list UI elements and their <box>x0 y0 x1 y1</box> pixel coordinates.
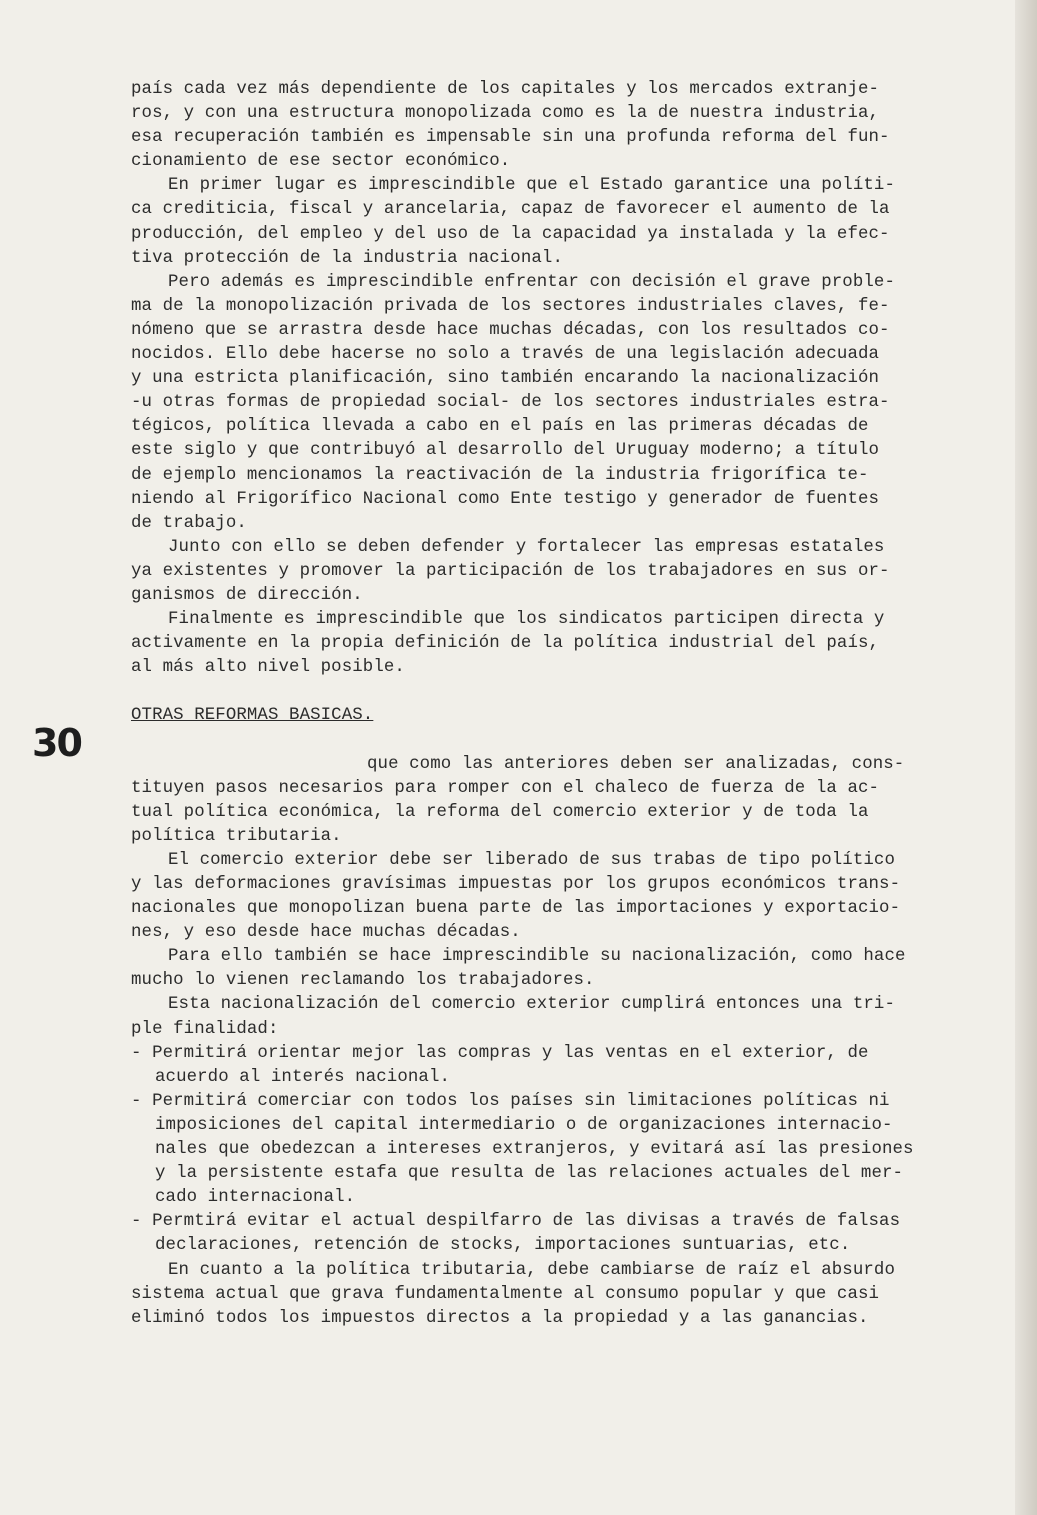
text-line: ple finalidad: <box>131 1019 279 1039</box>
page-edge-shadow <box>1015 0 1037 1515</box>
text-line: esa recuperación también es impensable sin una profunda reforma del fun- <box>131 128 890 148</box>
page-number: 30 <box>32 721 81 765</box>
text-line: cado internacional. <box>155 1188 356 1208</box>
text-line: ya existentes y promover la participación de los trabajadores en sus or- <box>131 561 890 581</box>
text-line: imposiciones del capital intermediario o de organizaciones internacio- <box>155 1115 893 1135</box>
text-line: tégicos, política llevada a cabo en el país en las primeras décadas de <box>131 417 869 437</box>
text-line: de ejemplo mencionamos la reactivación de la industria frigorífica te- <box>131 465 869 485</box>
text-line: Junto con ello se deben defender y fortalecer las empresas estatales <box>168 537 885 557</box>
text-line: al más alto nivel posible. <box>131 658 405 678</box>
text-line: que como las anteriores deben ser analizadas, cons- <box>367 754 905 774</box>
text-line: tual política económica, la reforma del comercio exterior y de toda la <box>131 802 869 822</box>
list-item: - Permitirá orientar mejor las compras y las ventas en el exterior, de <box>131 1043 869 1063</box>
text-line: cionamiento de ese sector económico. <box>131 152 511 172</box>
text-line: niendo al Frigorífico Nacional como Ente testigo y generador de fuentes <box>131 489 880 509</box>
list-item: - Permitirá comerciar con todos los países sin limitaciones políticas ni <box>131 1091 890 1111</box>
text-line: nacionales que monopolizan buena parte de las importaciones y exportacio- <box>131 899 901 919</box>
text-line: Esta nacionalización del comercio exterior cumplirá entonces una tri- <box>168 995 895 1015</box>
list-item: - Permtirá evitar el actual despilfarro de las divisas a través de falsas <box>131 1212 901 1232</box>
text-line: mucho lo vienen reclamando los trabajadores. <box>131 971 595 991</box>
text-line: y la persistente estafa que resulta de las relaciones actuales del mer- <box>155 1164 904 1184</box>
text-line: y una estricta planificación, sino también encarando la nacionalización <box>131 369 880 389</box>
text-line: declaraciones, retención de stocks, importaciones suntuarias, etc. <box>155 1236 851 1256</box>
text-line: Para ello también se hace imprescindible su nacionalización, como hace <box>168 947 906 967</box>
text-line: El comercio exterior debe ser liberado de sus trabas de tipo político <box>168 850 895 870</box>
text-line: ma de la monopolización privada de los sectores industriales claves, fe- <box>131 296 890 316</box>
spacer <box>131 728 1009 752</box>
text-line: nómeno que se arrastra desde hace muchas décadas, con los resultados co- <box>131 320 890 340</box>
text-line: En primer lugar es imprescindible que el Estado garantice una políti- <box>168 176 895 196</box>
text-line: política tributaria. <box>131 826 342 846</box>
text-line: ros, y con una estructura monopolizada como es la de nuestra industria, <box>131 104 880 124</box>
text-line: ganismos de dirección. <box>131 585 363 605</box>
text-line: acuerdo al interés nacional. <box>155 1067 451 1087</box>
text-line: tiva protección de la industria nacional. <box>131 248 563 268</box>
text-line: En cuanto a la política tributaria, debe cambiarse de raíz el absurdo <box>168 1260 895 1280</box>
text-line: eliminó todos los impuestos directos a la propiedad y a las ganancias. <box>131 1308 869 1328</box>
text-line: -u otras formas de propiedad social- de los sectores industriales estra- <box>131 393 890 413</box>
text-line: nes, y eso desde hace muchas décadas. <box>131 923 521 943</box>
text-line: Pero además es imprescindible enfrentar con decisión el grave proble- <box>168 272 895 292</box>
text-line: nocidos. Ello debe hacerse no solo a través de una legislación adecuada <box>131 345 880 365</box>
text-line: tituyen pasos necesarios para romper con el chaleco de fuerza de la ac- <box>131 778 880 798</box>
text-line: de trabajo. <box>131 513 247 533</box>
text-line: Finalmente es imprescindible que los sindicatos participen directa y <box>168 610 885 630</box>
section-heading: OTRAS REFORMAS BASICAS. <box>131 706 374 726</box>
text-line: este siglo y que contribuyó al desarrollo del Uruguay moderno; a título <box>131 441 880 461</box>
text-line: país cada vez más dependiente de los capitales y los mercados extranje- <box>131 80 880 99</box>
text-line: sistema actual que grava fundamentalmente al consumo popular y que casi <box>131 1284 880 1304</box>
text-line: ca crediticia, fiscal y arancelaria, capaz de favorecer el aumento de la <box>131 200 890 220</box>
text-line: nales que obedezcan a intereses extranjeros, y evitará así las presiones <box>155 1140 914 1160</box>
document-body <box>131 78 1009 1331</box>
text-line: activamente en la propia definición de la política industrial del país, <box>131 634 880 654</box>
text-line: producción, del empleo y del uso de la capacidad ya instalada y la efec- <box>131 224 890 244</box>
text-line: y las deformaciones gravísimas impuestas por los grupos económicos trans- <box>131 875 901 894</box>
